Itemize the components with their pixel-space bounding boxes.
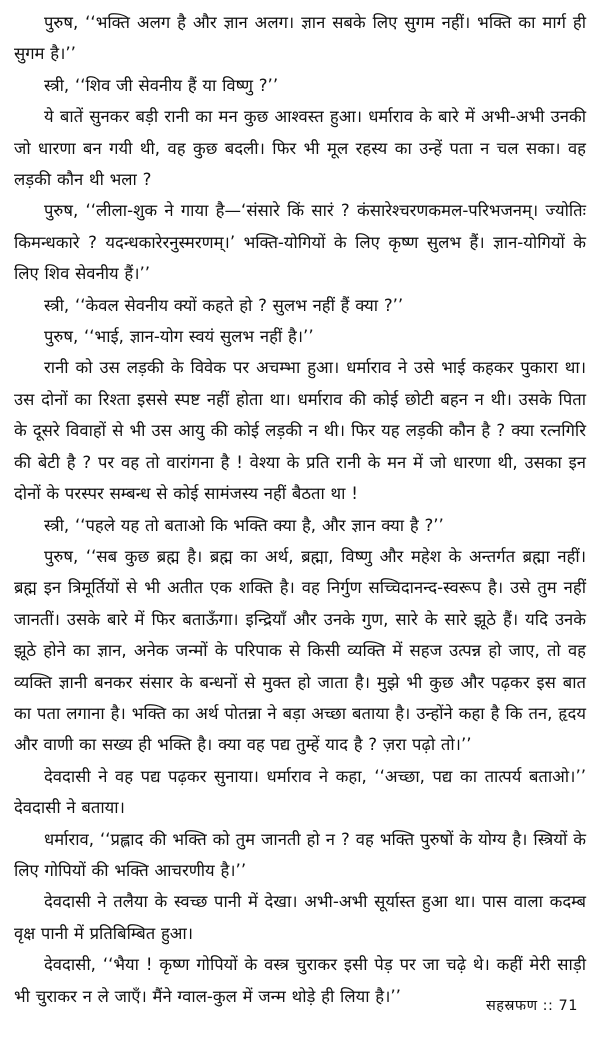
paragraph: पुरुष, ‘‘सब कुछ ब्रह्म है। ब्रह्म का अर्थ, ब्रह्मा, विष्णु और महेश के अन्तर्गत ब्रह्मा नहीं। ब्रह्म इन त्रिमूर्तियों से भी अतीत एक शक्ति है। वह निर्गुण सच्चिदानन्द-स्वरूप है। उसे तुम नहीं जानतीं। उसके बारे में फिर बताऊँगा। इन्द्रियाँ और उनके गुण, सारे के सारे झूठे हैं। यदि उनके झूठे होने का ज्ञान, अनेक जन्मों के परिपाक से किसी व्यक्ति में सहज उत्पन्न हो जाए, तो वह व्यक्ति ज्ञानी बनकर संसार के बन्धनों से मुक्त हो जाता है। मुझे भी कुछ और पढ़कर इस बात का पता लगाना है। भक्ति का अर्थ पोतन्ना ने बड़ा अच्छा बताया है। उन्होंने कहा है कि तन, हृदय और वाणी का सख्य ही भक्ति है। क्या वह पद्य तुम्हें याद है ? ज़रा पढ़ो तो।’’ bbox=[14, 546, 586, 755]
paragraph: देवदासी, ‘‘भैया ! कृष्ण गोपियों के वस्त्र चुराकर इसी पेड़ पर जा चढ़े थे। कहीं मेरी साड़ी भी चुराकर न ले जाएँ। मैंने ग्वाल-कुल में जन्म थोड़े ही लिया है।’’ bbox=[14, 955, 586, 1006]
paragraph: देवदासी ने वह पद्य पढ़कर सुनाया। धर्माराव ने कहा, ‘‘अच्छा, पद्य का तात्पर्य बताओ।’’ देवदासी ने बताया। bbox=[14, 766, 586, 818]
paragraph: स्त्री, ‘‘शिव जी सेवनीय हैं या विष्णु ?’’ bbox=[44, 75, 279, 95]
paragraph: पुरुष, ‘‘भक्ति अलग है और ज्ञान अलग। ज्ञान सबके लिए सुगम नहीं। भक्ति का मार्ग ही सुगम है।’’ bbox=[14, 13, 586, 64]
paragraph: स्त्री, ‘‘पहले यह तो बताओ कि भक्ति क्या है, और ज्ञान क्या है ?’’ bbox=[44, 515, 444, 535]
paragraph: पुरुष, ‘‘लीला-शुक ने गाया है—‘संसारे किं सारं ? कंसारेश्चरणकमल-परिभजनम्। ज्योतिः किमन्धकारे ? यदन्धकारेरनुस्मरणम्।’ भक्ति-योगियों के लिए कृष्ण सुलभ हैं। ज्ञान-योगियों के लिए शिव सेवनीय हैं।’’ bbox=[14, 201, 586, 284]
paragraph: ये बातें सुनकर बड़ी रानी का मन कुछ आश्वस्त हुआ। धर्माराव के बारे में अभी-अभी उनकी जो धारणा बन गयी थी, वह कुछ बदली। फिर भी मूल रहस्य का उन्हें पता न चल सका। वह लड़की कौन थी भला ? bbox=[14, 107, 586, 190]
paragraph: स्त्री, ‘‘केवल सेवनीय क्यों कहते हो ? सुलभ नहीं हैं क्या ?’’ bbox=[44, 295, 404, 315]
paragraph: पुरुष, ‘‘भाई, ज्ञान-योग स्वयं सुलभ नहीं है।’’ bbox=[44, 327, 314, 347]
paragraph: देवदासी ने तलैया के स्वच्छ पानी में देखा। अभी-अभी सूर्यास्त हुआ था। पास वाला कदम्ब वृक्ष पानी में प्रतिबिम्बित हुआ। bbox=[14, 892, 586, 943]
paragraph: धर्माराव, ‘‘प्रह्लाद की भक्ति को तुम जानती हो न ? वह भक्ति पुरुषों के योग्य है। स्त्रियों के लिए गोपियों की भक्ति आचरणीय है।’’ bbox=[14, 829, 586, 880]
paragraph: रानी को उस लड़की के विवेक पर अचम्भा हुआ। धर्माराव ने उसे भाई कहकर पुकारा था। उस दोनों का रिश्ता इससे स्पष्ट नहीं होता था। धर्माराव की कोई छोटी बहन न थी। उसके पिता के दूसरे विवाहों से भी उस आयु की कोई लड़की न थी। फिर यह लड़की कौन है ? क्या रत्नगिरि की बेटी है ? पर वह तो वारांगना है ! वेश्या के प्रति रानी के मन में जो धारणा थी, उसका इन दोनों के परस्पर सम्बन्ध से कोई सामंजस्य नहीं बैठता था ! bbox=[14, 358, 586, 504]
page-footer: सहस्रफण :: 71 bbox=[485, 998, 578, 1014]
